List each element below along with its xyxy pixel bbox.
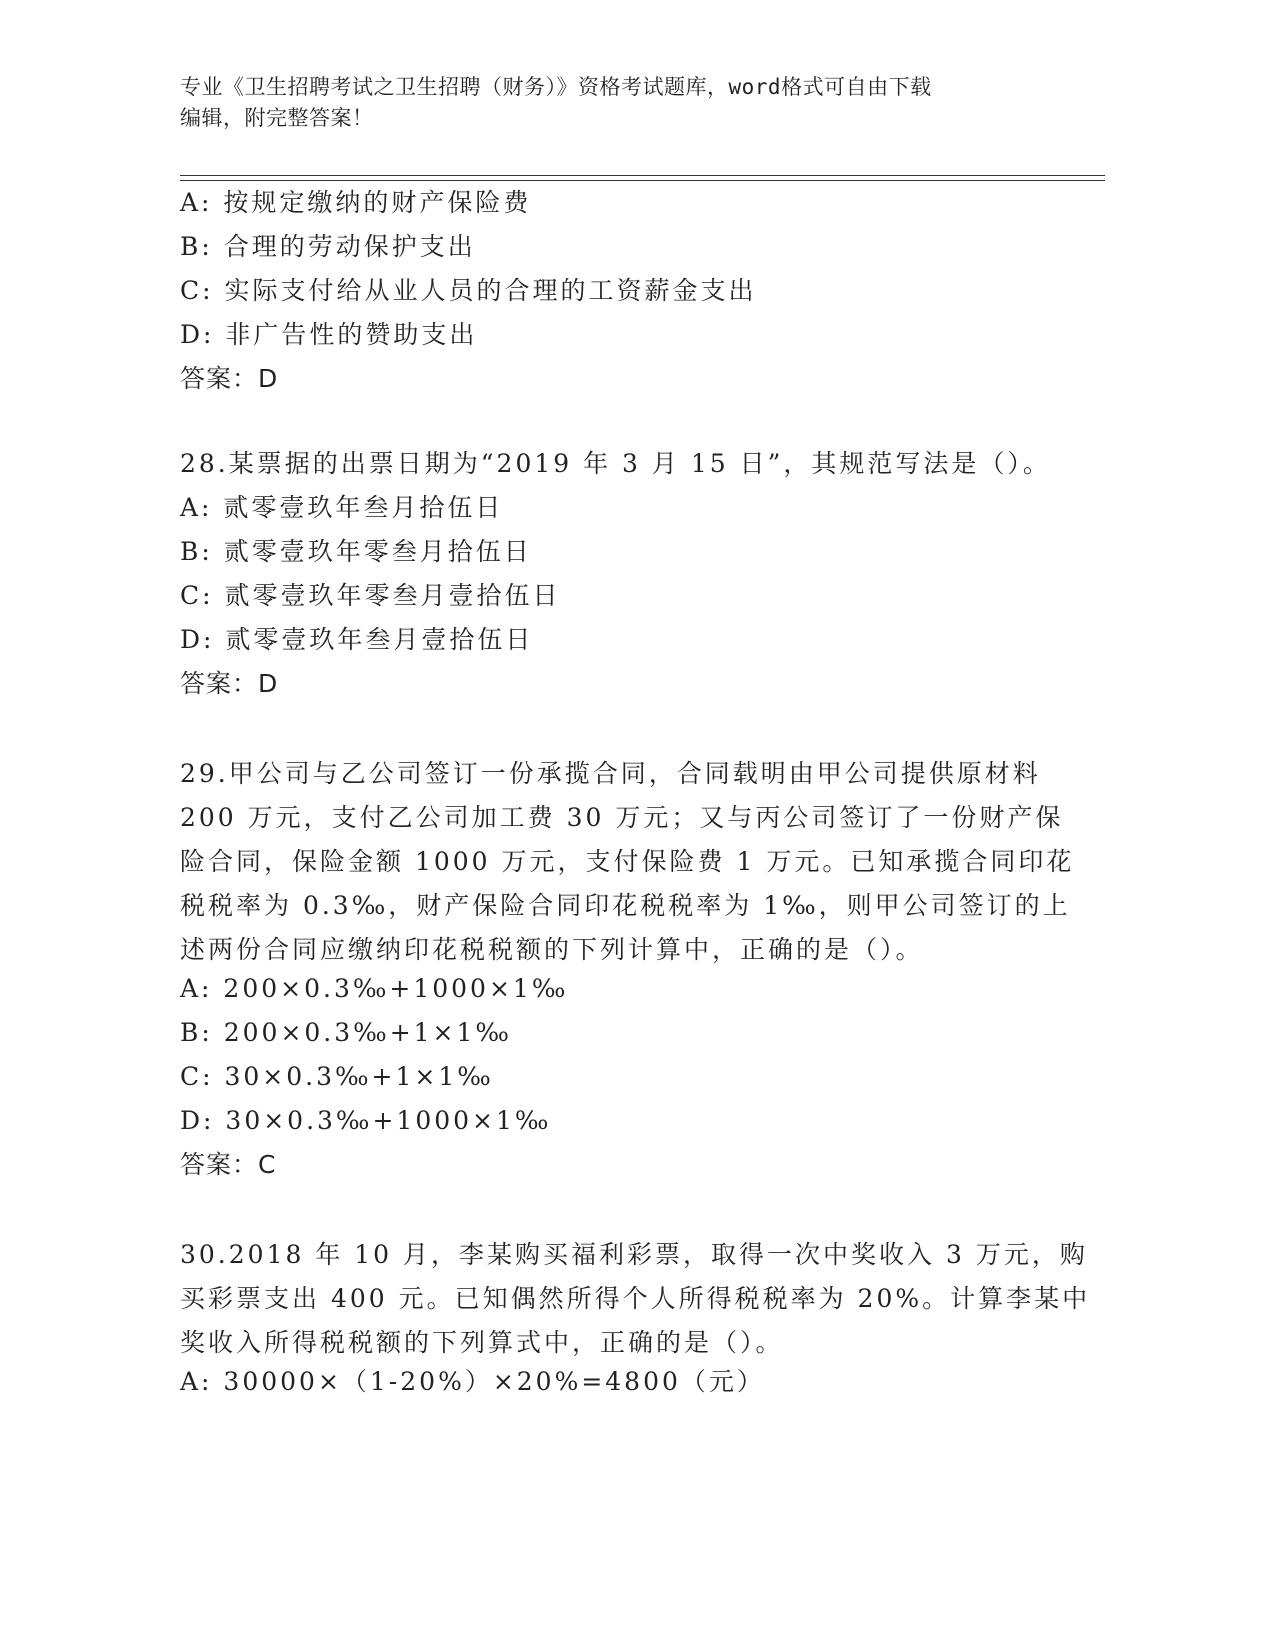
option-a: A: 贰零壹玖年叁月拾伍日	[180, 493, 504, 522]
option-c: C: 贰零壹玖年零叁月壹拾伍日	[180, 581, 561, 610]
question-stem-line: 险合同，保险金额 1000 万元，支付保险费 1 万元。已知承揽合同印花	[180, 847, 1075, 876]
question-content	[180, 186, 1091, 1409]
question-30	[180, 1233, 1091, 1409]
option-b: B: 合理的劳动保护支出	[180, 232, 476, 261]
header-line-2: 编辑，附完整答案！	[180, 106, 374, 130]
question-stem-line: 30.2018 年 10 月，李某购买福利彩票，取得一次中奖收入 3 万元，购	[180, 1240, 1088, 1269]
option-c: C: 实际支付给从业人员的合理的工资薪金支出	[180, 276, 757, 305]
option-a: A: 按规定缴纳的财产保险费	[180, 188, 532, 217]
document-header	[180, 72, 1040, 134]
option-c: C: 30×0.3‰+1×1‰	[180, 1062, 494, 1091]
answer: 答案：D	[180, 364, 279, 393]
question-stem-line: 200 万元，支付乙公司加工费 30 万元；又与丙公司签订了一份财产保	[180, 803, 1064, 832]
question-28	[180, 447, 1060, 711]
header-rule-top	[180, 175, 1105, 176]
question-stem-line: 述两份合同应缴纳印花税税额的下列计算中，正确的是（）。	[180, 935, 924, 964]
question-stem-line: 奖收入所得税税额的下列算式中，正确的是（）。	[180, 1328, 784, 1357]
question-stem-line: 税税率为 0.3‰，财产保险合同印花税税率为 1‰，则甲公司签订的上	[180, 891, 1071, 920]
answer: 答案：C	[180, 1150, 277, 1179]
option-d: D: 30×0.3‰+1000×1‰	[180, 1106, 552, 1135]
option-d: D: 非广告性的赞助支出	[180, 320, 478, 349]
header-rule-bottom	[180, 180, 1105, 181]
option-b: B: 200×0.3‰+1×1‰	[180, 1018, 512, 1047]
option-d: D: 贰零壹玖年叁月壹拾伍日	[180, 625, 534, 654]
option-b: B: 贰零壹玖年零叁月拾伍日	[180, 537, 532, 566]
option-a: A: 30000×（1-20%）×20%=4800（元）	[180, 1367, 765, 1396]
header-line-1: 专业《卫生招聘考试之卫生招聘（财务）》资格考试题库，word格式可自由下载	[180, 75, 932, 99]
answer: 答案：D	[180, 669, 279, 698]
question-27	[180, 186, 1060, 406]
question-stem-line: 买彩票支出 400 元。已知偶然所得个人所得税税率为 20%。计算李某中	[180, 1284, 1091, 1313]
option-a: A: 200×0.3‰+1000×1‰	[180, 974, 569, 1003]
question-29	[180, 752, 1075, 1192]
question-stem-line: 29.甲公司与乙公司签订一份承揽合同，合同载明由甲公司提供原材料	[180, 759, 1041, 788]
question-stem: 28.某票据的出票日期为“2019 年 3 月 15 日”，其规范写法是（）。	[180, 449, 1051, 478]
